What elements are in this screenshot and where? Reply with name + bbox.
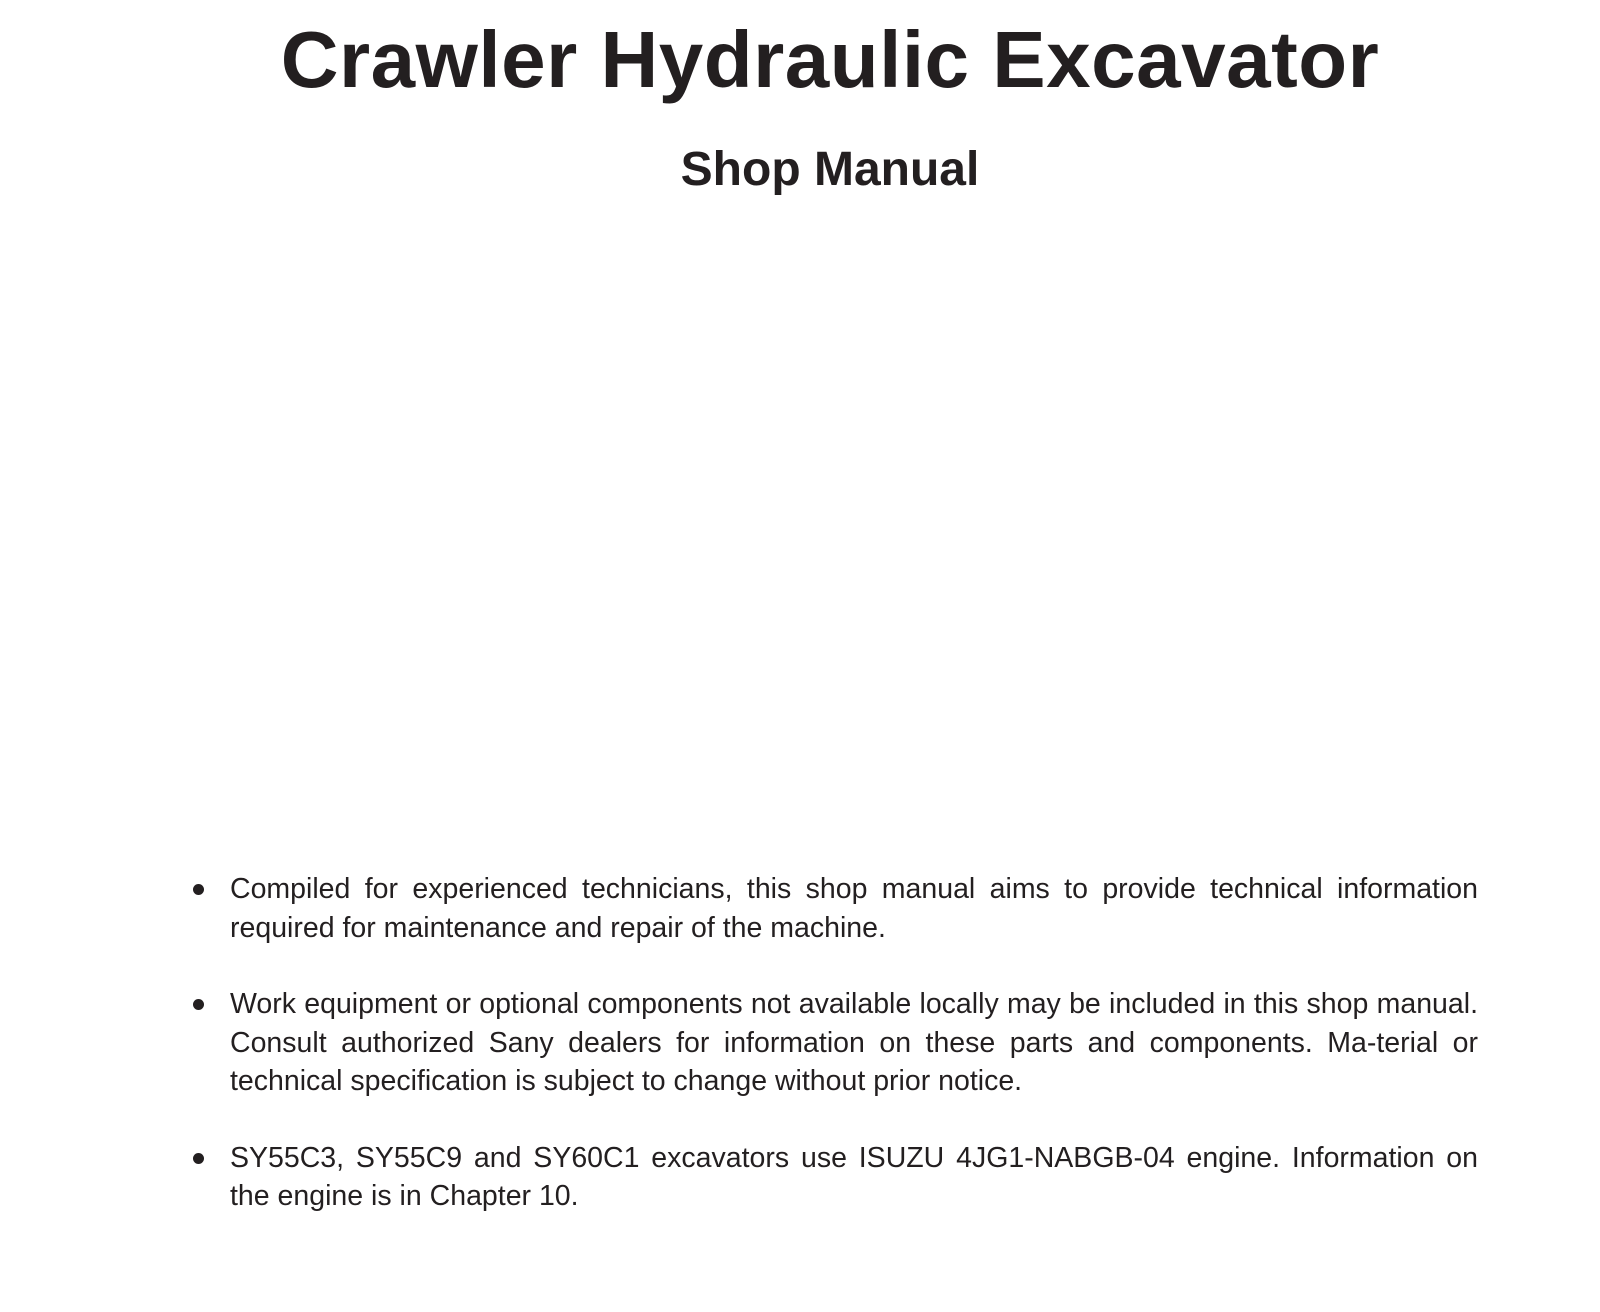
list-item <box>190 870 1478 947</box>
note-text: Work equipment or optional components not available locally may be included in this shop manual. Consult authorized Sany dealers for information on these parts and components. Ma-terial or technical specification is subject to change without prior notice. <box>230 988 1478 1097</box>
note-text: Compiled for experienced technicians, this shop manual aims to provide technical information required for maintenance and repair of the machine. <box>230 873 1478 944</box>
note-text: SY55C3, SY55C9 and SY60C1 excavators use ISUZU 4JG1-NABGB-04 engine. Information on the engine is in Chapter 10. <box>230 1141 1478 1212</box>
page-title: Crawler Hydraulic Excavator <box>280 15 1380 104</box>
page-subtitle: Shop Manual <box>680 143 980 196</box>
bullet-icon <box>193 999 204 1010</box>
bullet-icon <box>193 884 204 895</box>
bullet-icon <box>193 1153 204 1164</box>
list-item <box>190 1139 1478 1216</box>
list-item <box>190 985 1478 1101</box>
notes-list <box>190 870 1478 1254</box>
